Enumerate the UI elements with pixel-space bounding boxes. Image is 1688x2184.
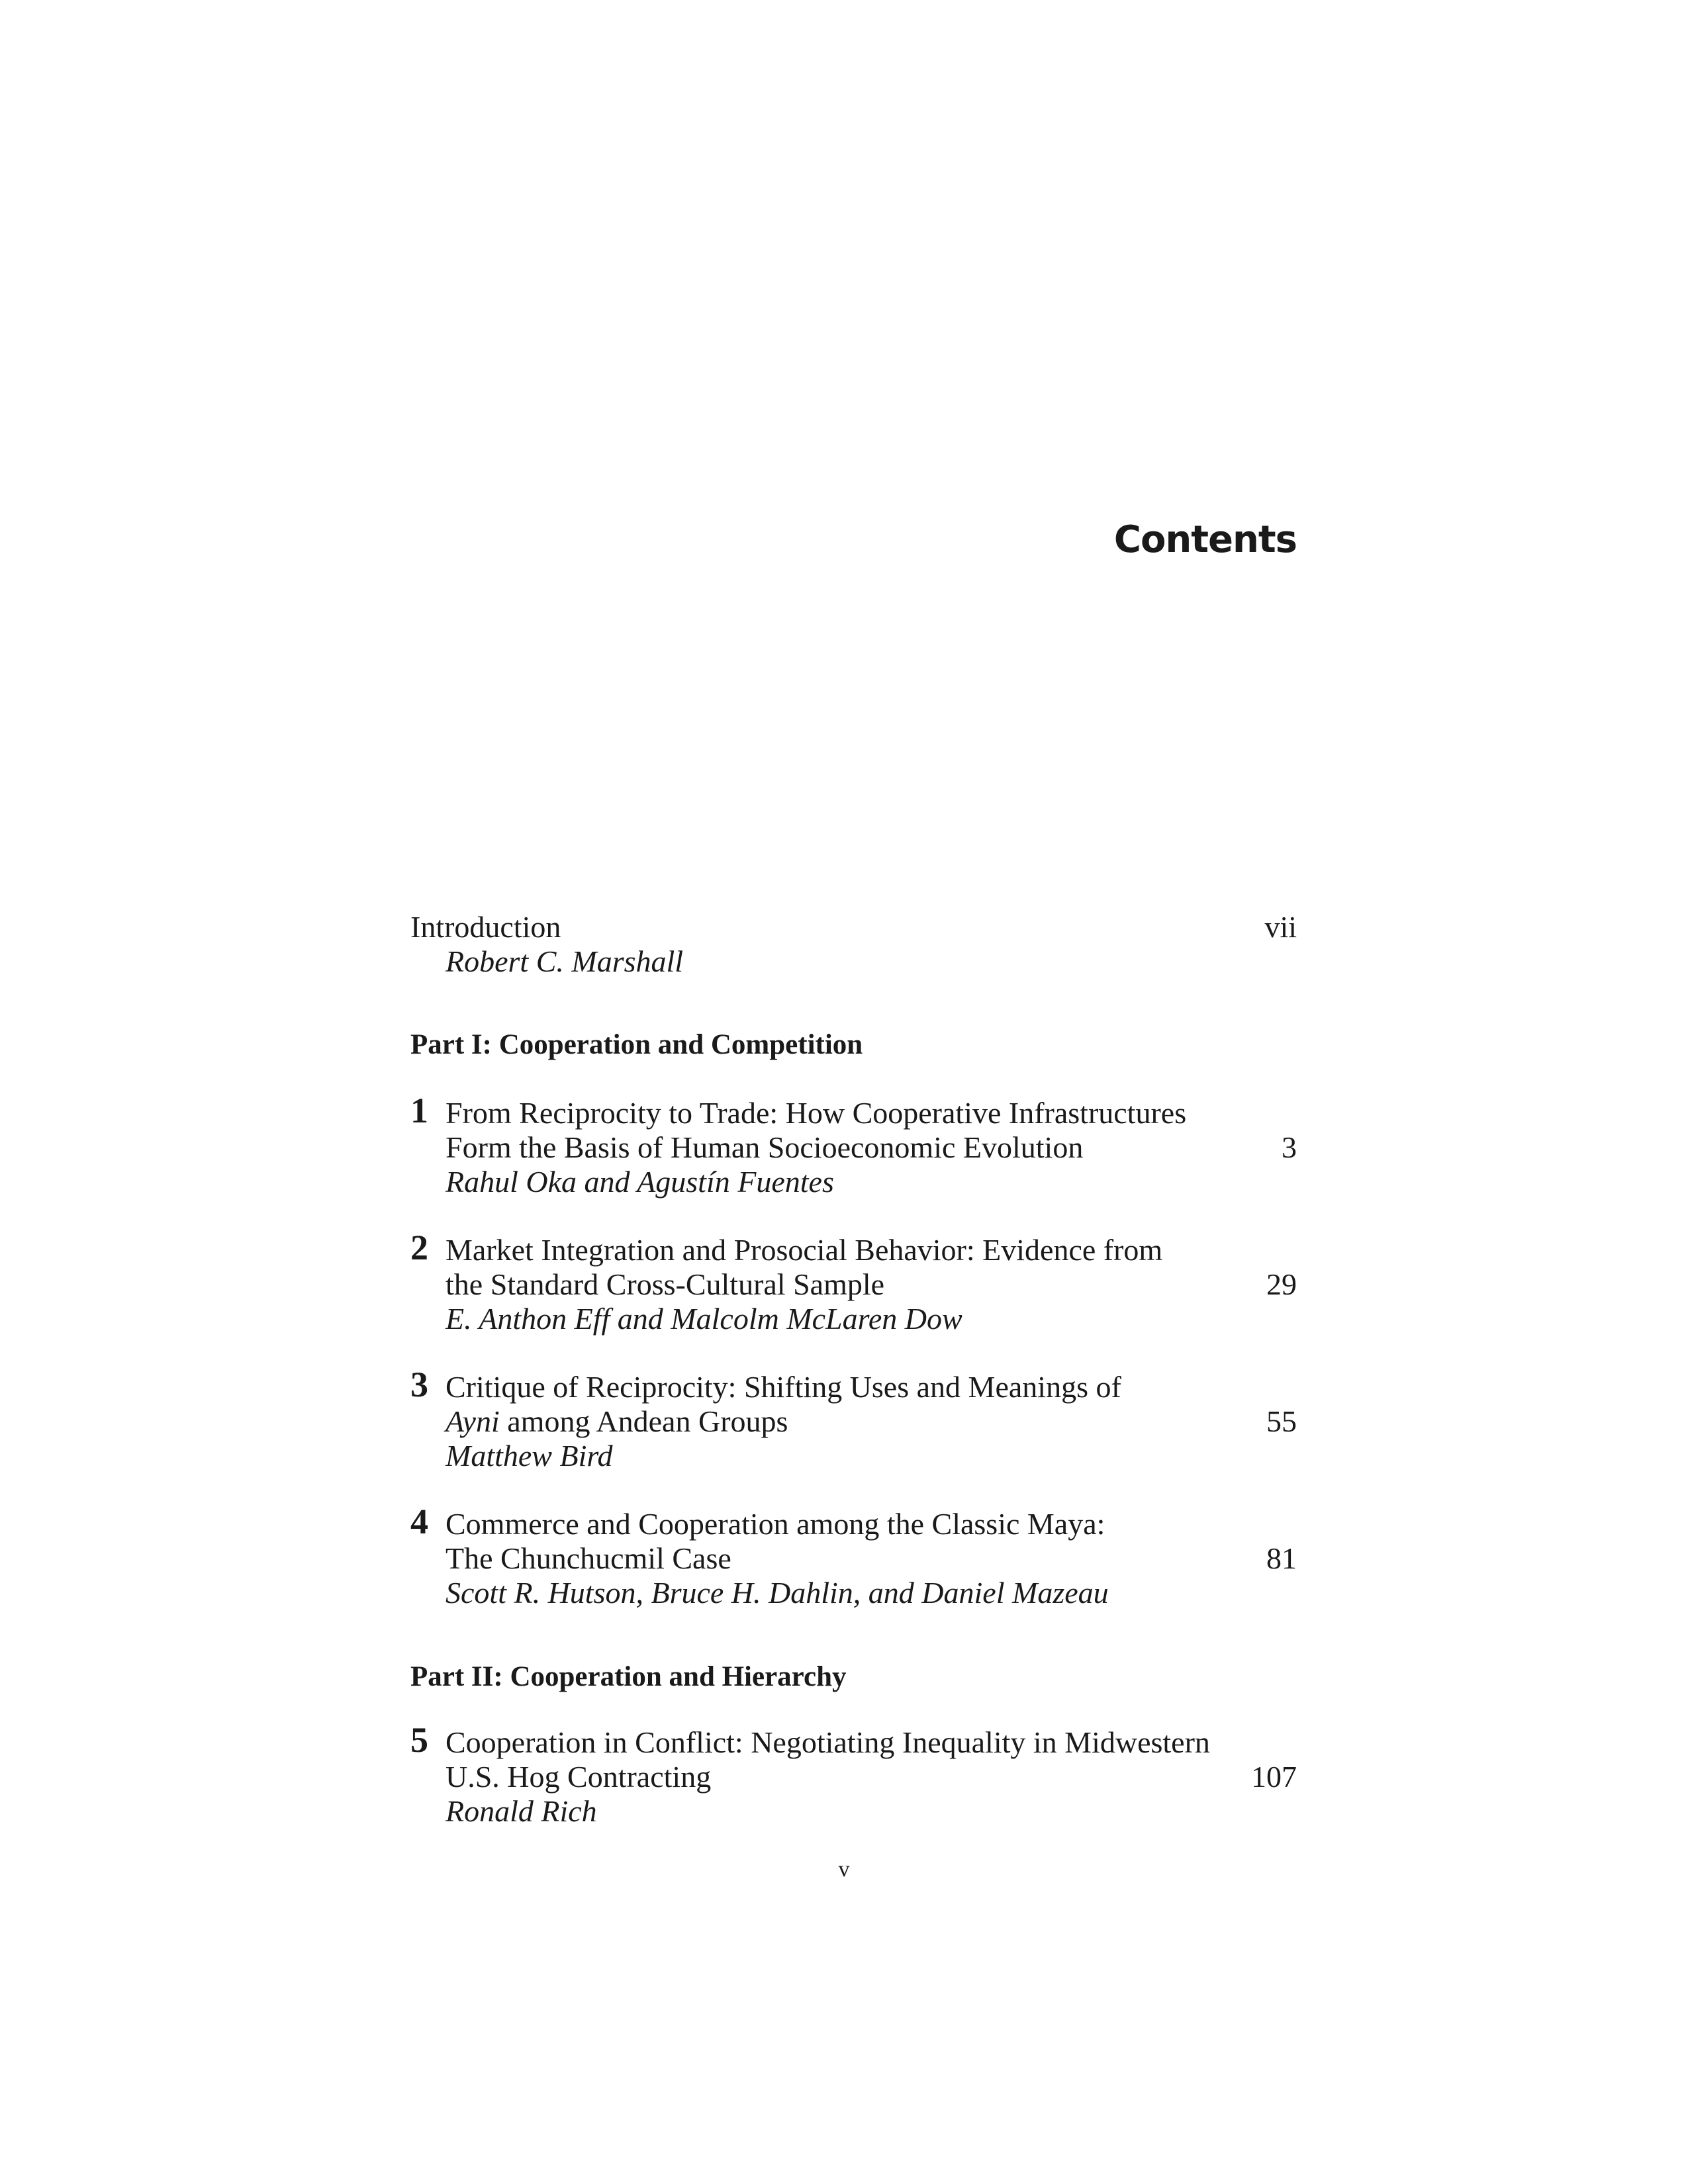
chapter-number: 5 [410, 1720, 428, 1760]
entry-author: Rahul Oka and Agustín Fuentes [445, 1165, 834, 1199]
part-heading: Part I: Cooperation and Competition [410, 1029, 863, 1060]
chapter-title-line: Market Integration and Prosocial Behavior: Evidence from [445, 1233, 1163, 1267]
chapter-title-line: Commerce and Cooperation among the Classic Maya: [445, 1507, 1105, 1541]
chapter-title-line: U.S. Hog Contracting [445, 1760, 712, 1794]
toc-entry-chapter-3 [410, 1365, 1297, 1473]
toc-entry-chapter-5 [410, 1720, 1297, 1829]
entry-author: Ronald Rich [445, 1794, 597, 1828]
toc-entry-chapter-2 [410, 1228, 1297, 1336]
entry-page-number: vii [1264, 910, 1297, 944]
page-title: Contents [1113, 518, 1297, 561]
toc-entry-chapter-1 [410, 1091, 1297, 1199]
chapter-title-line: among Andean Groups [499, 1404, 788, 1438]
entry-page-number: 29 [1266, 1267, 1297, 1301]
entry-page-number: 81 [1266, 1541, 1297, 1575]
chapter-title-line: The Chunchucmil Case [445, 1541, 731, 1575]
chapter-number: 1 [410, 1091, 428, 1130]
chapter-number: 4 [410, 1502, 428, 1541]
entry-page-number: 107 [1251, 1760, 1297, 1794]
toc-entry-chapter-4 [410, 1502, 1297, 1610]
page-folio: v [838, 1857, 850, 1882]
entry-page-number: 3 [1282, 1130, 1297, 1164]
entry-author: E. Anthon Eff and Malcolm McLaren Dow [445, 1302, 962, 1336]
chapter-title-line: From Reciprocity to Trade: How Cooperative Infrastructures [445, 1096, 1187, 1130]
chapter-title-line: Form the Basis of Human Socioeconomic Evolution [445, 1130, 1084, 1164]
entry-author: Scott R. Hutson, Bruce H. Dahlin, and Daniel Mazeau [445, 1576, 1109, 1610]
chapter-number: 2 [410, 1228, 428, 1267]
entry-author: Matthew Bird [445, 1439, 613, 1473]
chapter-title-italic-word: Ayni [445, 1404, 500, 1438]
entry-page-number: 55 [1266, 1404, 1297, 1438]
entry-author: Robert C. Marshall [445, 944, 684, 978]
chapter-title-line: Cooperation in Conflict: Negotiating Inequality in Midwestern [445, 1725, 1210, 1759]
toc-entry-introduction [410, 910, 1297, 979]
chapter-title-line: the Standard Cross-Cultural Sample [445, 1267, 885, 1301]
chapter-number: 3 [410, 1365, 428, 1404]
chapter-title-line: Critique of Reciprocity: Shifting Uses and Meanings of [445, 1370, 1121, 1404]
entry-title: Introduction [410, 910, 561, 944]
part-heading: Part II: Cooperation and Hierarchy [410, 1661, 847, 1692]
